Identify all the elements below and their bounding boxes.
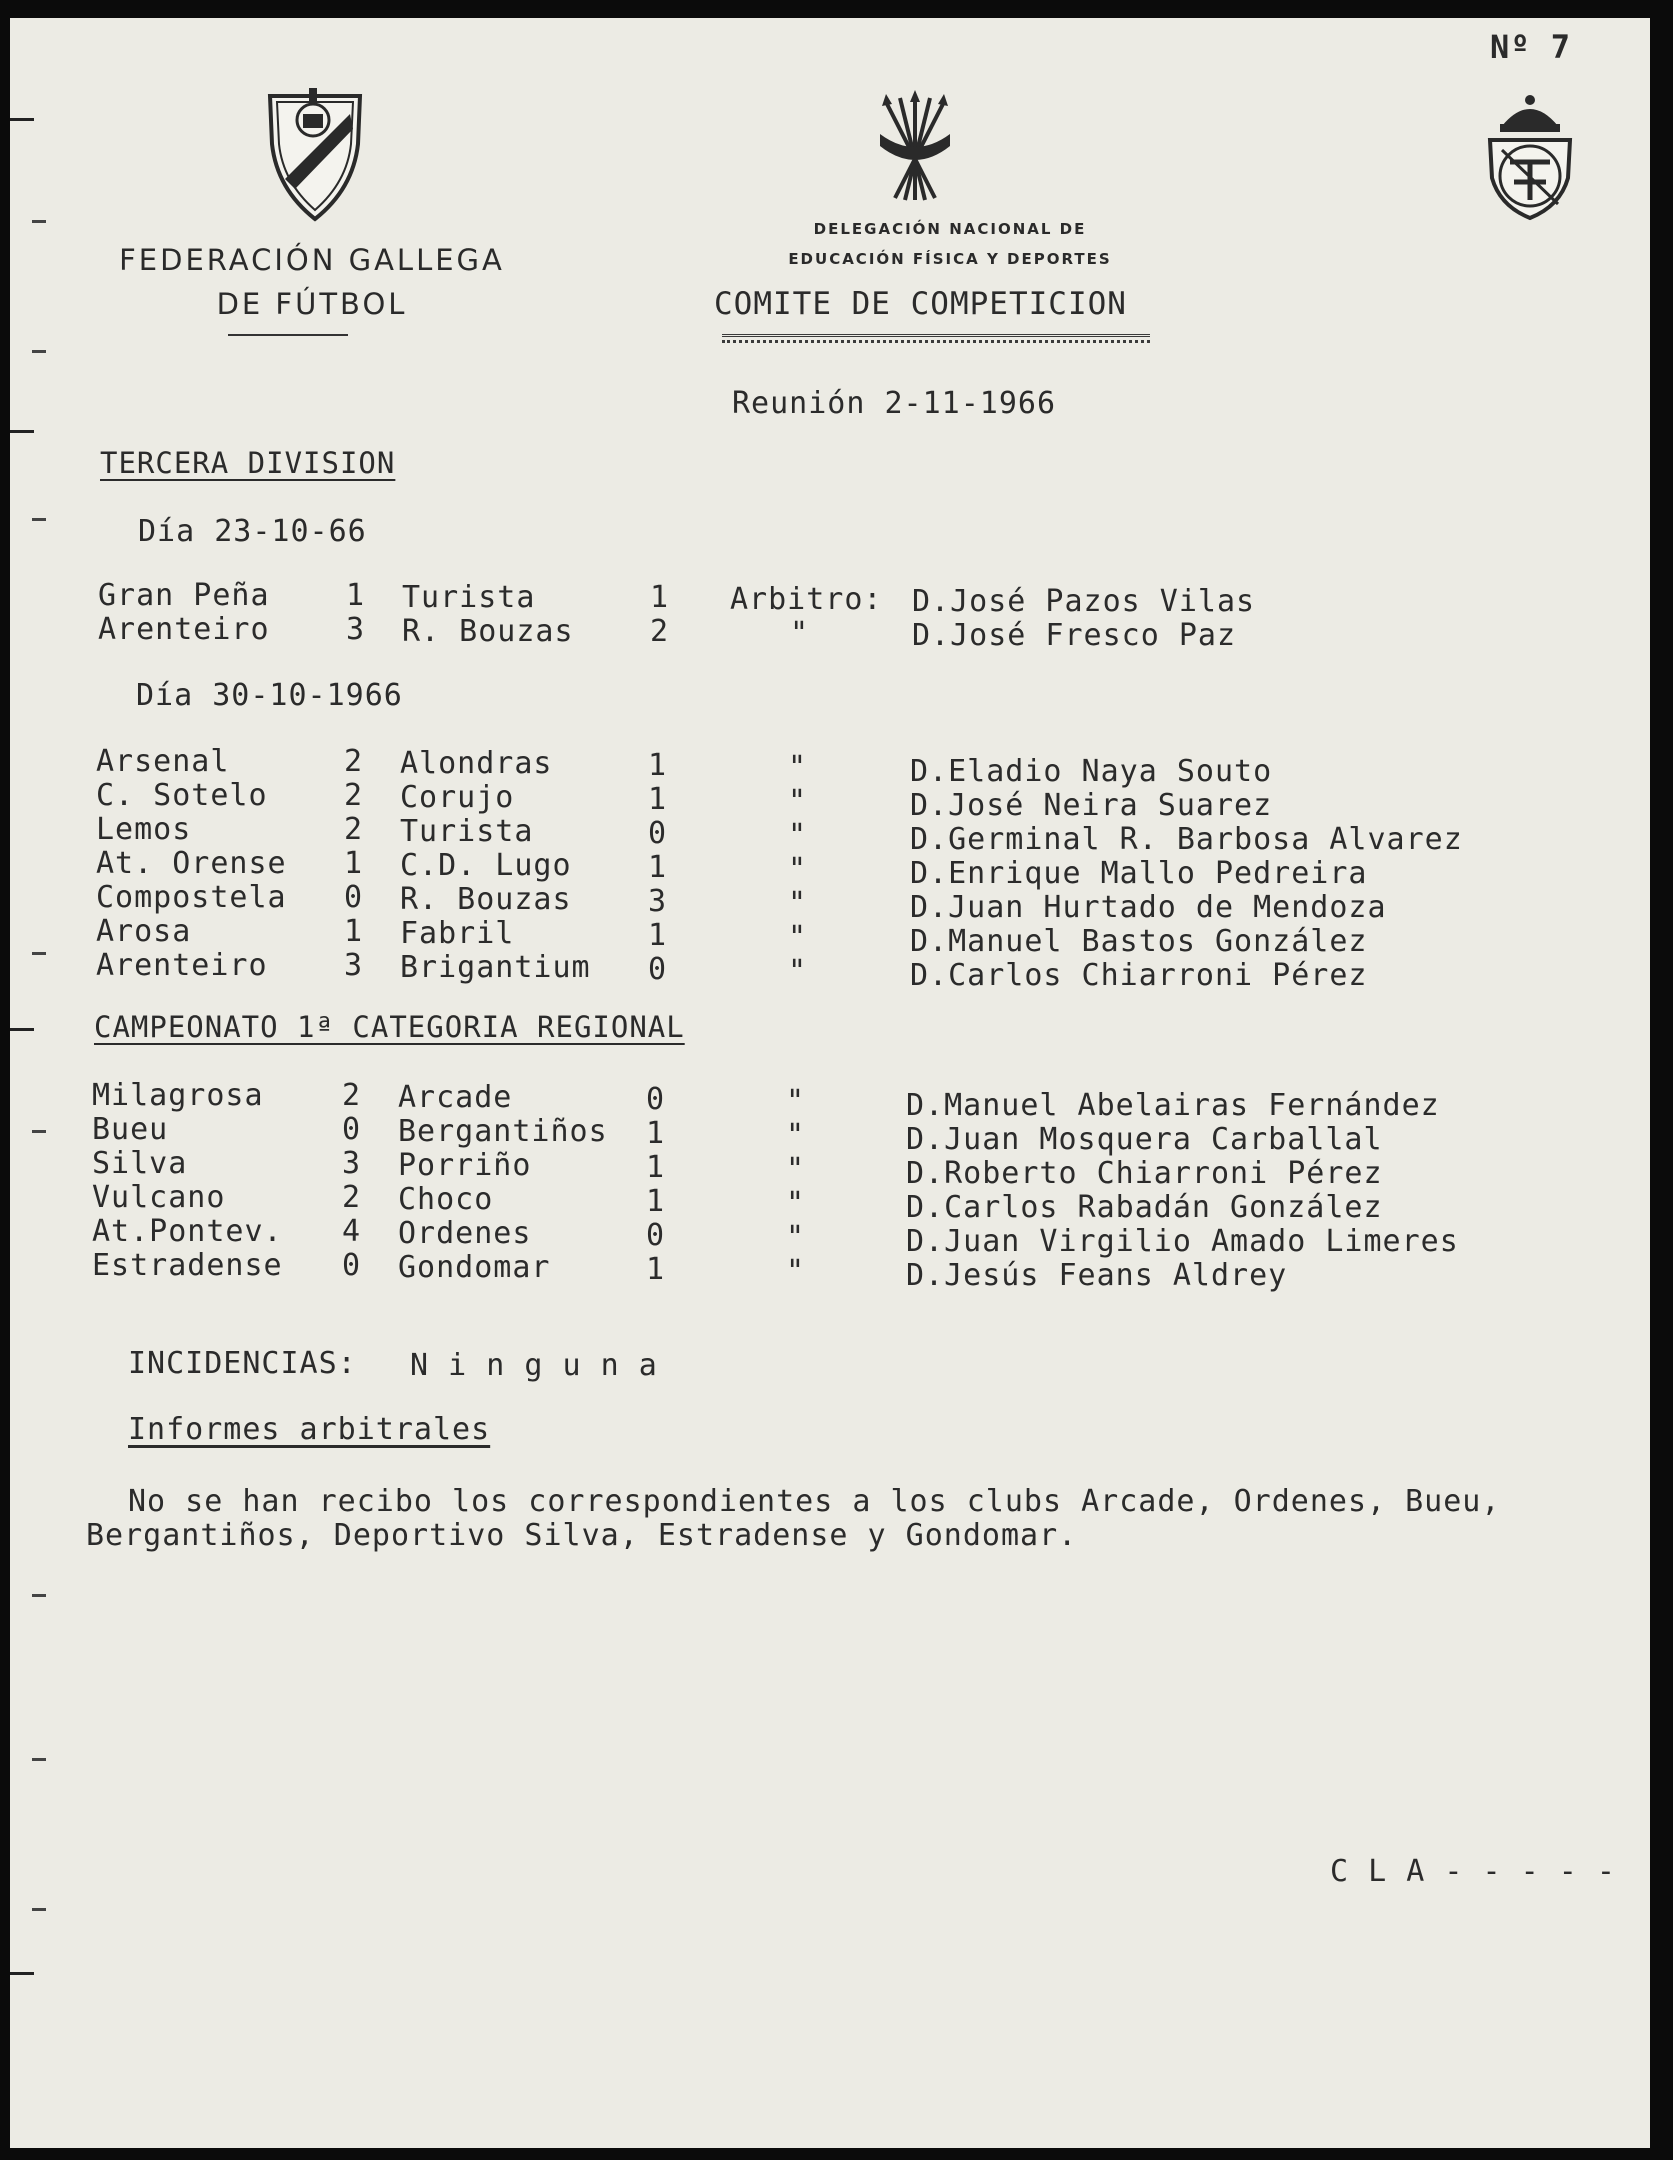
ditto-mark: "	[788, 954, 808, 989]
away-team: R. Bouzas	[402, 614, 574, 649]
away-score: 1	[648, 748, 668, 783]
title-double-rule	[722, 340, 1150, 343]
home-team: Compostela	[96, 880, 287, 915]
margin-tick	[32, 1594, 46, 1597]
referee: D.Germinal R. Barbosa Alvarez	[910, 822, 1463, 857]
away-score: 1	[648, 782, 668, 817]
ditto-mark: "	[788, 750, 808, 785]
away-score: 0	[648, 952, 668, 987]
ditto-mark: "	[786, 1220, 806, 1255]
home-team: At. Orense	[96, 846, 287, 881]
home-score: 2	[344, 778, 364, 813]
home-score: 1	[344, 914, 364, 949]
ditto-mark: "	[788, 886, 808, 921]
referee: D.Carlos Rabadán González	[906, 1190, 1383, 1225]
referee: D.Manuel Abelairas Fernández	[906, 1088, 1440, 1123]
home-score: 3	[342, 1146, 362, 1181]
margin-tick	[32, 220, 46, 223]
home-team: Milagrosa	[92, 1078, 264, 1113]
ditto-mark: "	[786, 1152, 806, 1187]
home-score: 2	[342, 1078, 362, 1113]
home-score: 2	[344, 812, 364, 847]
away-team: Turista	[402, 580, 536, 615]
home-team: Bueu	[92, 1112, 169, 1147]
away-score: 0	[646, 1218, 666, 1253]
referee: D.José Fresco Paz	[912, 618, 1237, 653]
binder-mark	[10, 1028, 34, 1031]
away-team: Fabril	[400, 916, 515, 951]
home-score: 0	[342, 1248, 362, 1283]
home-team: Vulcano	[92, 1180, 226, 1215]
informes-line-2: Bergantiños, Deportivo Silva, Estradense y Gondomar.	[86, 1518, 1078, 1553]
home-team: At.Pontev.	[92, 1214, 283, 1249]
title-double-rule	[722, 334, 1150, 337]
incidencias-value: N i n g u n a	[410, 1348, 658, 1383]
committee-title: COMITE DE COMPETICION	[714, 286, 1127, 322]
home-score: 2	[344, 744, 364, 779]
margin-tick	[32, 1130, 46, 1133]
ditto-mark: "	[790, 616, 810, 651]
referee: D.Roberto Chiarroni Pérez	[906, 1156, 1383, 1191]
home-team: Arenteiro	[96, 948, 268, 983]
home-score: 2	[342, 1180, 362, 1215]
yoke-and-arrows-icon	[870, 90, 960, 210]
away-score: 0	[648, 816, 668, 851]
away-score: 2	[650, 614, 670, 649]
ditto-mark: "	[788, 852, 808, 887]
home-score: 1	[344, 846, 364, 881]
away-score: 1	[648, 850, 668, 885]
away-team: C.D. Lugo	[400, 848, 572, 883]
home-team: Estradense	[92, 1248, 283, 1283]
away-team: R. Bouzas	[400, 882, 572, 917]
section-title-regional: CAMPEONATO 1ª CATEGORIA REGIONAL	[94, 1010, 685, 1044]
referee: D.José Pazos Vilas	[912, 584, 1256, 619]
away-score: 1	[646, 1184, 666, 1219]
home-score: 4	[342, 1214, 362, 1249]
federation-line2: DE FÚTBOL	[216, 287, 408, 321]
referee: D.Juan Virgilio Amado Limeres	[906, 1224, 1459, 1259]
ditto-mark: "	[786, 1254, 806, 1289]
match-day-1: Día 23-10-66	[138, 514, 367, 549]
away-score: 1	[646, 1150, 666, 1185]
federacion-gallega-shield-icon	[265, 84, 365, 224]
binder-mark	[10, 430, 34, 433]
away-team: Arcade	[398, 1080, 513, 1115]
referee: D.Juan Hurtado de Mendoza	[910, 890, 1387, 925]
away-score: 1	[650, 580, 670, 615]
margin-tick	[32, 1758, 46, 1761]
arbitro-label: Arbitro:	[730, 582, 883, 617]
home-team: Arsenal	[96, 744, 230, 779]
away-score: 1	[648, 918, 668, 953]
referee: D.Jesús Feans Aldrey	[906, 1258, 1288, 1293]
away-team: Alondras	[400, 746, 553, 781]
ditto-mark: "	[788, 920, 808, 955]
home-score: 3	[346, 612, 366, 647]
referee: D.Manuel Bastos González	[910, 924, 1368, 959]
binder-mark	[10, 1972, 34, 1975]
away-team: Brigantium	[400, 950, 591, 985]
away-score: 3	[648, 884, 668, 919]
incidencias-label: INCIDENCIAS:	[128, 1346, 357, 1381]
away-team: Choco	[398, 1182, 494, 1217]
divider	[228, 334, 348, 336]
away-score: 1	[646, 1116, 666, 1151]
referee: D.Carlos Chiarroni Pérez	[910, 958, 1368, 993]
home-score: 0	[342, 1112, 362, 1147]
margin-tick	[32, 952, 46, 955]
informes-title: Informes arbitrales	[128, 1412, 491, 1447]
margin-tick	[32, 518, 46, 521]
away-team: Corujo	[400, 780, 515, 815]
federation-line1: FEDERACIÓN GALLEGA	[119, 243, 505, 277]
typist-initials: C L A - - - - -	[1330, 1854, 1616, 1889]
home-team: Arosa	[96, 914, 192, 949]
referee: D.Eladio Naya Souto	[910, 754, 1273, 789]
ditto-mark: "	[786, 1084, 806, 1119]
away-team: Gondomar	[398, 1250, 551, 1285]
away-team: Porriño	[398, 1148, 532, 1183]
section-title-tercera: TERCERA DIVISION	[100, 446, 396, 480]
away-team: Bergantiños	[398, 1114, 608, 1149]
home-team: Lemos	[96, 812, 192, 847]
home-team: C. Sotelo	[96, 778, 268, 813]
away-team: Turista	[400, 814, 534, 849]
ditto-mark: "	[786, 1186, 806, 1221]
binder-mark	[10, 118, 34, 121]
away-score: 0	[646, 1082, 666, 1117]
ditto-mark: "	[788, 784, 808, 819]
document-page	[10, 18, 1650, 2148]
away-team: Ordenes	[398, 1216, 532, 1251]
home-team: Gran Peña	[98, 578, 270, 613]
crowned-rfef-crest-icon	[1480, 92, 1580, 222]
margin-tick	[32, 350, 46, 353]
page-number: Nº 7	[1490, 28, 1572, 66]
home-score: 0	[344, 880, 364, 915]
delegation-line1: DELEGACIÓN NACIONAL DE	[813, 220, 1087, 238]
away-score: 1	[646, 1252, 666, 1287]
referee: D.Enrique Mallo Pedreira	[910, 856, 1368, 891]
meeting-date: Reunión 2-11-1966	[732, 386, 1057, 421]
delegation-line2: EDUCACIÓN FÍSICA Y DEPORTES	[788, 250, 1112, 268]
home-score: 1	[346, 578, 366, 613]
home-team: Arenteiro	[98, 612, 270, 647]
home-team: Silva	[92, 1146, 188, 1181]
match-day-2: Día 30-10-1966	[136, 678, 403, 713]
ditto-mark: "	[788, 818, 808, 853]
ditto-mark: "	[786, 1118, 806, 1153]
home-score: 3	[344, 948, 364, 983]
referee: D.Juan Mosquera Carballal	[906, 1122, 1383, 1157]
informes-line-1: No se han recibo los correspondientes a los clubs Arcade, Ordenes, Bueu,	[128, 1484, 1501, 1519]
referee: D.José Neira Suarez	[910, 788, 1273, 823]
margin-tick	[32, 1908, 46, 1911]
